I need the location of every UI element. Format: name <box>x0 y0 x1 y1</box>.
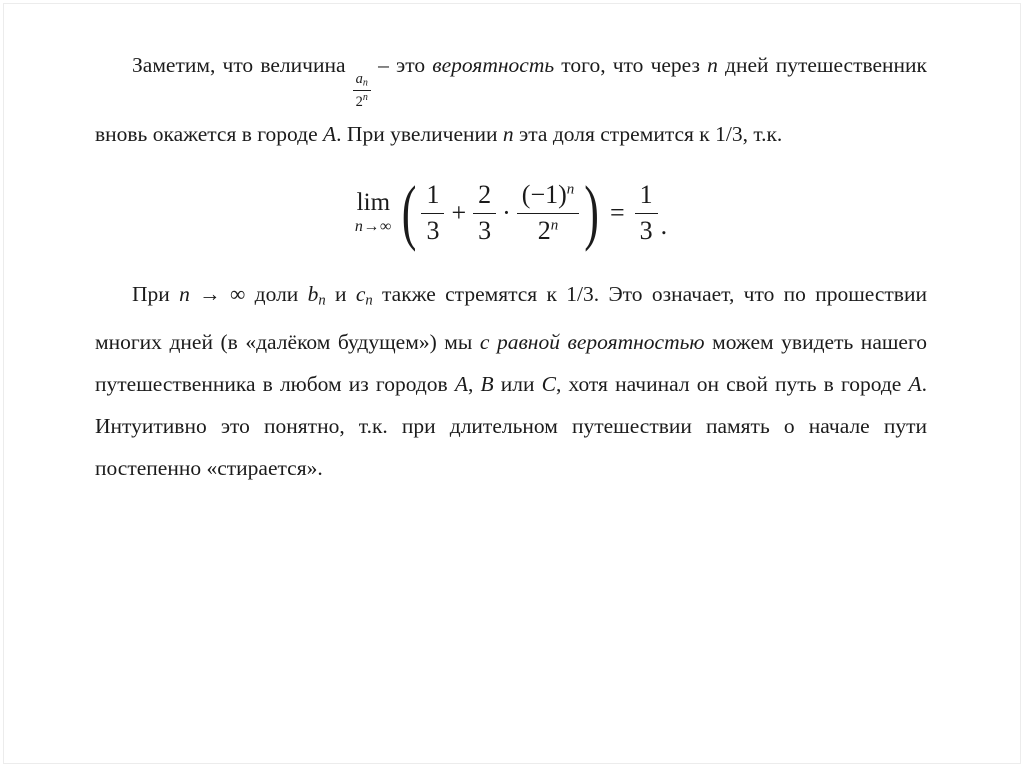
equals-sign: = <box>609 197 625 227</box>
text-segment: также стремятся к 1/3. Это означает, что по прошествии многих дней (в «далёком будущем») мы <box>95 281 927 355</box>
text-segment: . При увеличении <box>336 121 503 146</box>
lim-word: lim <box>356 189 391 216</box>
italic-term-probability: вероятность <box>432 53 555 77</box>
slide-content <box>95 42 927 489</box>
text-segment: , <box>467 372 481 397</box>
fraction-result-one-third: $\frac{1}{3}$ <box>635 180 658 244</box>
arrow-icon: → <box>363 218 380 235</box>
variable-B: B <box>480 372 494 397</box>
variable-cn: $c_n$ <box>355 281 373 309</box>
fraction-numerator: $a_n$ <box>353 71 371 91</box>
variable-bn: $b_n$ <box>307 281 326 309</box>
text-segment: При <box>132 281 180 306</box>
formula-period: . <box>660 210 668 240</box>
variable-n: n <box>502 121 514 146</box>
multiplication-dot: · <box>502 197 511 227</box>
fraction-one-third: $\frac{1}{3}$ <box>421 180 444 244</box>
open-parenthesis: ( <box>401 171 417 253</box>
text-segment: , хотя начинал он свой путь в городе <box>556 372 909 397</box>
fraction-denominator: 2$^n$ <box>355 92 368 110</box>
fraction-neg1-pow-n-over-2-pow-n: $\frac{(-1)^n}{2^n}$ <box>517 180 579 244</box>
variable-n: n <box>179 281 190 306</box>
variable-A: A <box>454 372 468 397</box>
text-segment: Заметим, что величина <box>132 53 353 77</box>
plus-operator: + <box>451 197 467 227</box>
text-segment: эта доля стремится к 1/3, т.к. <box>513 121 783 146</box>
text-segment: или <box>493 372 542 397</box>
infinity-symbol: ∞ <box>379 218 392 235</box>
paragraph-intro <box>95 42 927 157</box>
variable-n: n <box>707 53 718 77</box>
text-segment: того, что через <box>554 53 708 77</box>
variable-C: C <box>541 372 557 397</box>
lim-subscript: n→∞ <box>354 218 392 235</box>
text-segment: можем увидеть нашего путешественника в любом из городов <box>95 330 927 397</box>
paragraph-conclusion <box>95 273 927 490</box>
italic-phrase-equal-probability: с равной вероятностью <box>479 330 705 355</box>
text-segment: – это <box>370 53 433 77</box>
text-segment: и <box>325 281 356 306</box>
close-parenthesis: ) <box>584 171 599 253</box>
inline-fraction-an-over-2n <box>353 71 371 111</box>
variable-A: A <box>323 121 337 146</box>
variable-A: A <box>908 372 922 397</box>
text-segment: → ∞ доли <box>189 281 308 306</box>
limit-formula <box>95 167 927 259</box>
limit-operator <box>355 190 392 235</box>
fraction-two-thirds: $\frac{2}{3}$ <box>473 180 496 244</box>
text-segment: . Интуитивно это понятно, т.к. при длительном путешествии память о начале пути постепенно «стирается». <box>95 372 927 481</box>
text-segment: дней путешественник вновь окажется в городе <box>95 53 927 146</box>
